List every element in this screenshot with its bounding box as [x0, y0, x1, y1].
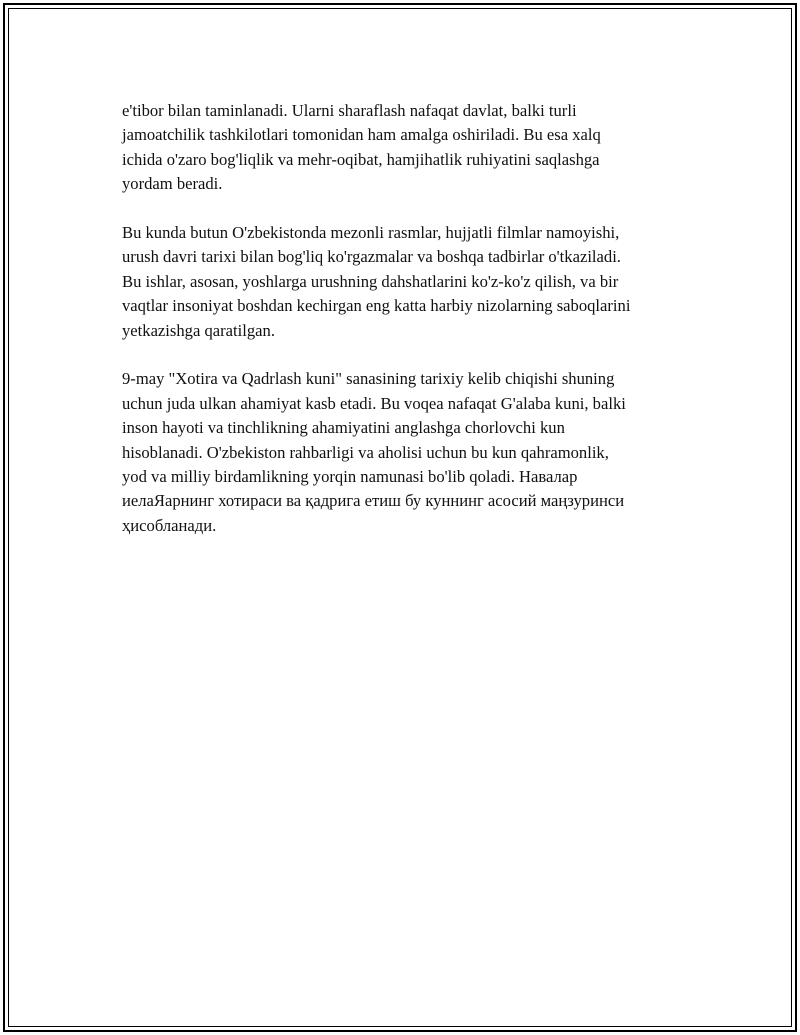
paragraph-1: e'tibor bilan taminlanadi. Ularni sharaflash nafaqat davlat, balki turli jamoatchilik tashkilotlari tomonidan ham amalga oshiriladi. Bu esa xalq ichida o'zaro bog'liqlik va mehr-oqibat, hamjihatlik ruhiyatini saqlashga yordam beradi.	[122, 101, 601, 194]
document-body	[122, 99, 702, 563]
page-border	[3, 3, 797, 1032]
paragraph-3: 9-may "Xotira va Qadrlash kuni" sanasining tarixiy kelib chiqishi shuning uchun juda ulkan ahamiyat kasb etadi. Bu voqea nafaqat G'alaba kuni, balki inson hayoti va tinchlikning ahamiyatini anglashga chorlovchi kun hisoblanadi. O'zbekiston rahbarligi va aholisi uchun bu kun qahramonlik, yod va milliy birdamlikning yorqin namunasi bo'lib qoladi. Навалар иелаЯарнинг хотираси ва қадрига етиш бу куннинг асосий маңзуринси ҳисобланади.	[122, 369, 626, 535]
paragraph-2: Bu kunda butun O'zbekistonda mezonli rasmlar, hujjatli filmlar namoyishi, urush davri tarixi bilan bog'liq ko'rgazmalar va boshqa tadbirlar o'tkaziladi. Bu ishlar, asosan, yoshlarga urushning dahshatlarini ko'z-ko'z qilish, va bir vaqtlar insoniyat boshdan kechirgan eng katta harbiy nizolarning saboqlarini yetkazishga qaratilgan.	[122, 223, 631, 340]
